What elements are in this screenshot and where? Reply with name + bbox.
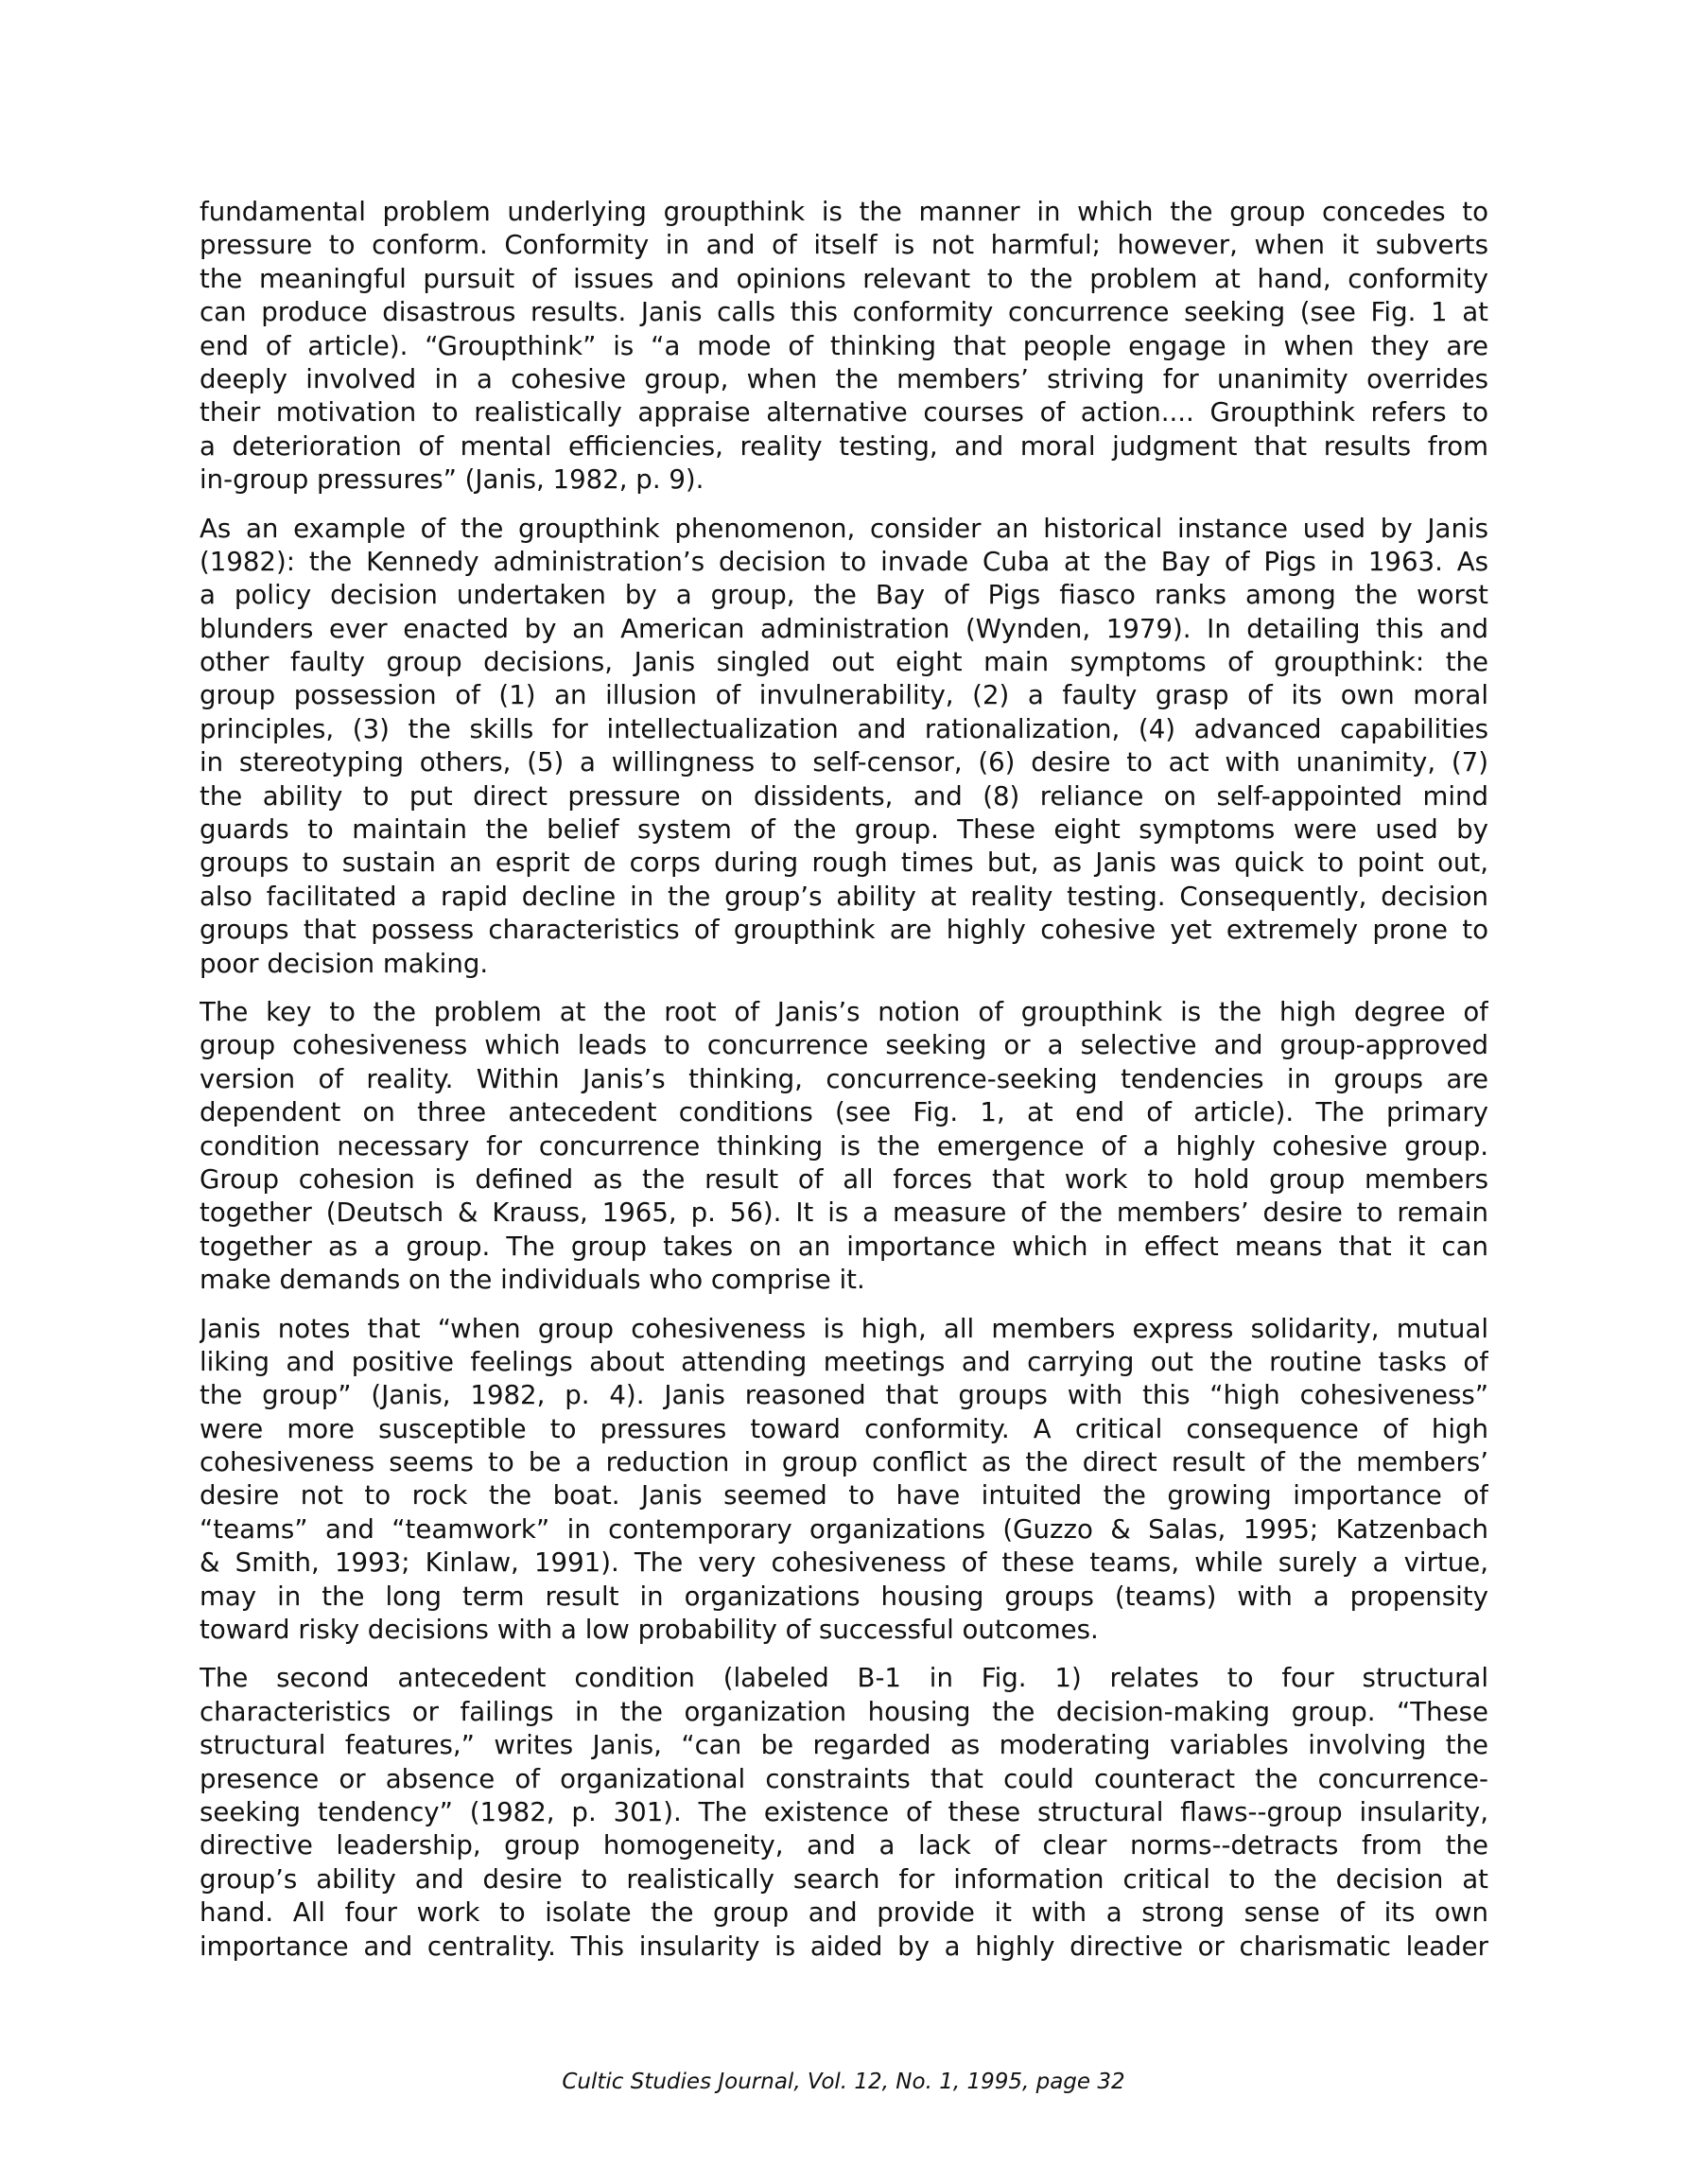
text-line: together as a group. The group takes on an importance which in effect means that it can bbox=[200, 1230, 1488, 1262]
text-line: may in the long term result in organizations housing groups (teams) with a propensity bbox=[200, 1580, 1488, 1612]
text-line: other faulty group decisions, Janis singled out eight main symptoms of groupthink: the bbox=[200, 646, 1488, 678]
text-line: poor decision making. bbox=[200, 947, 489, 979]
text-line: were more susceptible to pressures toward conformity. A critical consequence of high bbox=[200, 1412, 1488, 1444]
text-line: a deterioration of mental efficiencies, reality testing, and moral judgment that results from bbox=[200, 429, 1488, 462]
paragraph bbox=[200, 512, 1488, 980]
text-line: group possession of (1) an illusion of invulnerability, (2) a faulty grasp of its own moral bbox=[200, 679, 1488, 711]
text-line: guards to maintain the belief system of the group. These eight symptoms were used by bbox=[200, 813, 1488, 846]
text-line: condition necessary for concurrence thinking is the emergence of a highly cohesive group. bbox=[200, 1129, 1488, 1162]
text-line: The key to the problem at the root of Janis’s notion of groupthink is the high degree of bbox=[200, 995, 1488, 1027]
paragraph bbox=[200, 995, 1488, 1297]
text-line: presence or absence of organizational constraints that could counteract the concurrence- bbox=[200, 1762, 1488, 1794]
text-line: As an example of the groupthink phenomenon, consider an historical instance used by Janis bbox=[200, 512, 1488, 544]
text-line: dependent on three antecedent conditions (see Fig. 1, at end of article). The primary bbox=[200, 1096, 1488, 1128]
text-line: importance and centrality. This insularity is aided by a highly directive or charismatic leader bbox=[200, 1930, 1488, 1962]
text-line: group cohesiveness which leads to concurrence seeking or a selective and group-approved bbox=[200, 1029, 1488, 1061]
text-line: (1982): the Kennedy administration’s decision to invade Cuba at the Bay of Pigs in 1963. As bbox=[200, 545, 1488, 577]
text-line: Group cohesion is defined as the result of all forces that work to hold group members bbox=[200, 1162, 1488, 1195]
text-line: principles, (3) the skills for intellectualization and rationalization, (4) advanced capabilities bbox=[200, 712, 1488, 744]
text-line: “teams” and “teamwork” in contemporary organizations (Guzzo & Salas, 1995; Katzenbach bbox=[200, 1512, 1488, 1545]
text-line: version of reality. Within Janis’s thinking, concurrence-seeking tendencies in groups are bbox=[200, 1062, 1488, 1094]
text-line: the group” (Janis, 1982, p. 4). Janis reasoned that groups with this “high cohesiveness” bbox=[200, 1379, 1488, 1411]
text-line: cohesiveness seems to be a reduction in group conflict as the direct result of the members’ bbox=[200, 1446, 1488, 1478]
text-line: deeply involved in a cohesive group, when the members’ striving for unanimity overrides bbox=[200, 362, 1488, 394]
text-line: & Smith, 1993; Kinlaw, 1991). The very cohesiveness of these teams, while surely a virtue, bbox=[200, 1546, 1488, 1579]
text-line: a policy decision undertaken by a group, the Bay of Pigs fiasco ranks among the worst bbox=[200, 579, 1488, 611]
page-footer: Cultic Studies Journal, Vol. 12, No. 1, 1995, page 32 bbox=[562, 2070, 1125, 2094]
text-line: pressure to conform. Conformity in and of itself is not harmful; however, when it subverts bbox=[200, 229, 1488, 261]
text-line: Janis notes that “when group cohesiveness is high, all members express solidarity, mutual bbox=[200, 1312, 1488, 1344]
paragraph bbox=[200, 1661, 1488, 1963]
text-line: group’s ability and desire to realistically search for information critical to the decision at bbox=[200, 1862, 1488, 1895]
text-line: seeking tendency” (1982, p. 301). The existence of these structural flaws--group insularity, bbox=[200, 1795, 1488, 1827]
text-line: together (Deutsch & Krauss, 1965, p. 56). It is a measure of the members’ desire to remain bbox=[200, 1197, 1488, 1229]
text-line: toward risky decisions with a low probability of successful outcomes. bbox=[200, 1614, 1099, 1646]
text-line: blunders ever enacted by an American administration (Wynden, 1979). In detailing this and bbox=[200, 612, 1488, 644]
text-line: hand. All four work to isolate the group and provide it with a strong sense of its own bbox=[200, 1896, 1488, 1929]
paragraph bbox=[200, 1312, 1488, 1647]
text-line: groups to sustain an esprit de corps during rough times but, as Janis was quick to point out, bbox=[200, 847, 1488, 879]
text-line: their motivation to realistically appraise alternative courses of action.... Groupthink refers to bbox=[200, 396, 1488, 428]
text-line: the meaningful pursuit of issues and opinions relevant to the problem at hand, conformity bbox=[200, 262, 1488, 294]
text-line: fundamental problem underlying groupthink is the manner in which the group concedes to bbox=[200, 196, 1488, 227]
text-line: characteristics or failings in the organization housing the decision-making group. “These bbox=[200, 1695, 1488, 1727]
text-line: end of article). “Groupthink” is “a mode of thinking that people engage in when they are bbox=[200, 329, 1488, 361]
text-line: also facilitated a rapid decline in the group’s ability at reality testing. Consequently, decision bbox=[200, 880, 1488, 912]
text-line: can produce disastrous results. Janis calls this conformity concurrence seeking (see Fig. 1 at bbox=[200, 296, 1488, 328]
document-body bbox=[200, 195, 1488, 1978]
text-line: in stereotyping others, (5) a willingness to self-censor, (6) desire to act with unanimity, (7) bbox=[200, 746, 1488, 778]
text-line: The second antecedent condition (labeled B-1 in Fig. 1) relates to four structural bbox=[200, 1662, 1488, 1694]
text-line: groups that possess characteristics of groupthink are highly cohesive yet extremely prone to bbox=[200, 914, 1488, 946]
text-line: liking and positive feelings about attending meetings and carrying out the routine tasks of bbox=[200, 1345, 1488, 1377]
text-line: the ability to put direct pressure on dissidents, and (8) reliance on self-appointed mind bbox=[200, 779, 1488, 812]
text-line: structural features,” writes Janis, “can be regarded as moderating variables involving the bbox=[200, 1729, 1488, 1761]
text-line: desire not to rock the boat. Janis seemed to have intuited the growing importance of bbox=[200, 1479, 1488, 1511]
paragraph bbox=[200, 195, 1488, 497]
text-line: make demands on the individuals who comprise it. bbox=[200, 1264, 865, 1296]
text-line: directive leadership, group homogeneity, and a lack of clear norms--detracts from the bbox=[200, 1829, 1488, 1861]
text-line: in-group pressures” (Janis, 1982, p. 9). bbox=[200, 463, 704, 496]
